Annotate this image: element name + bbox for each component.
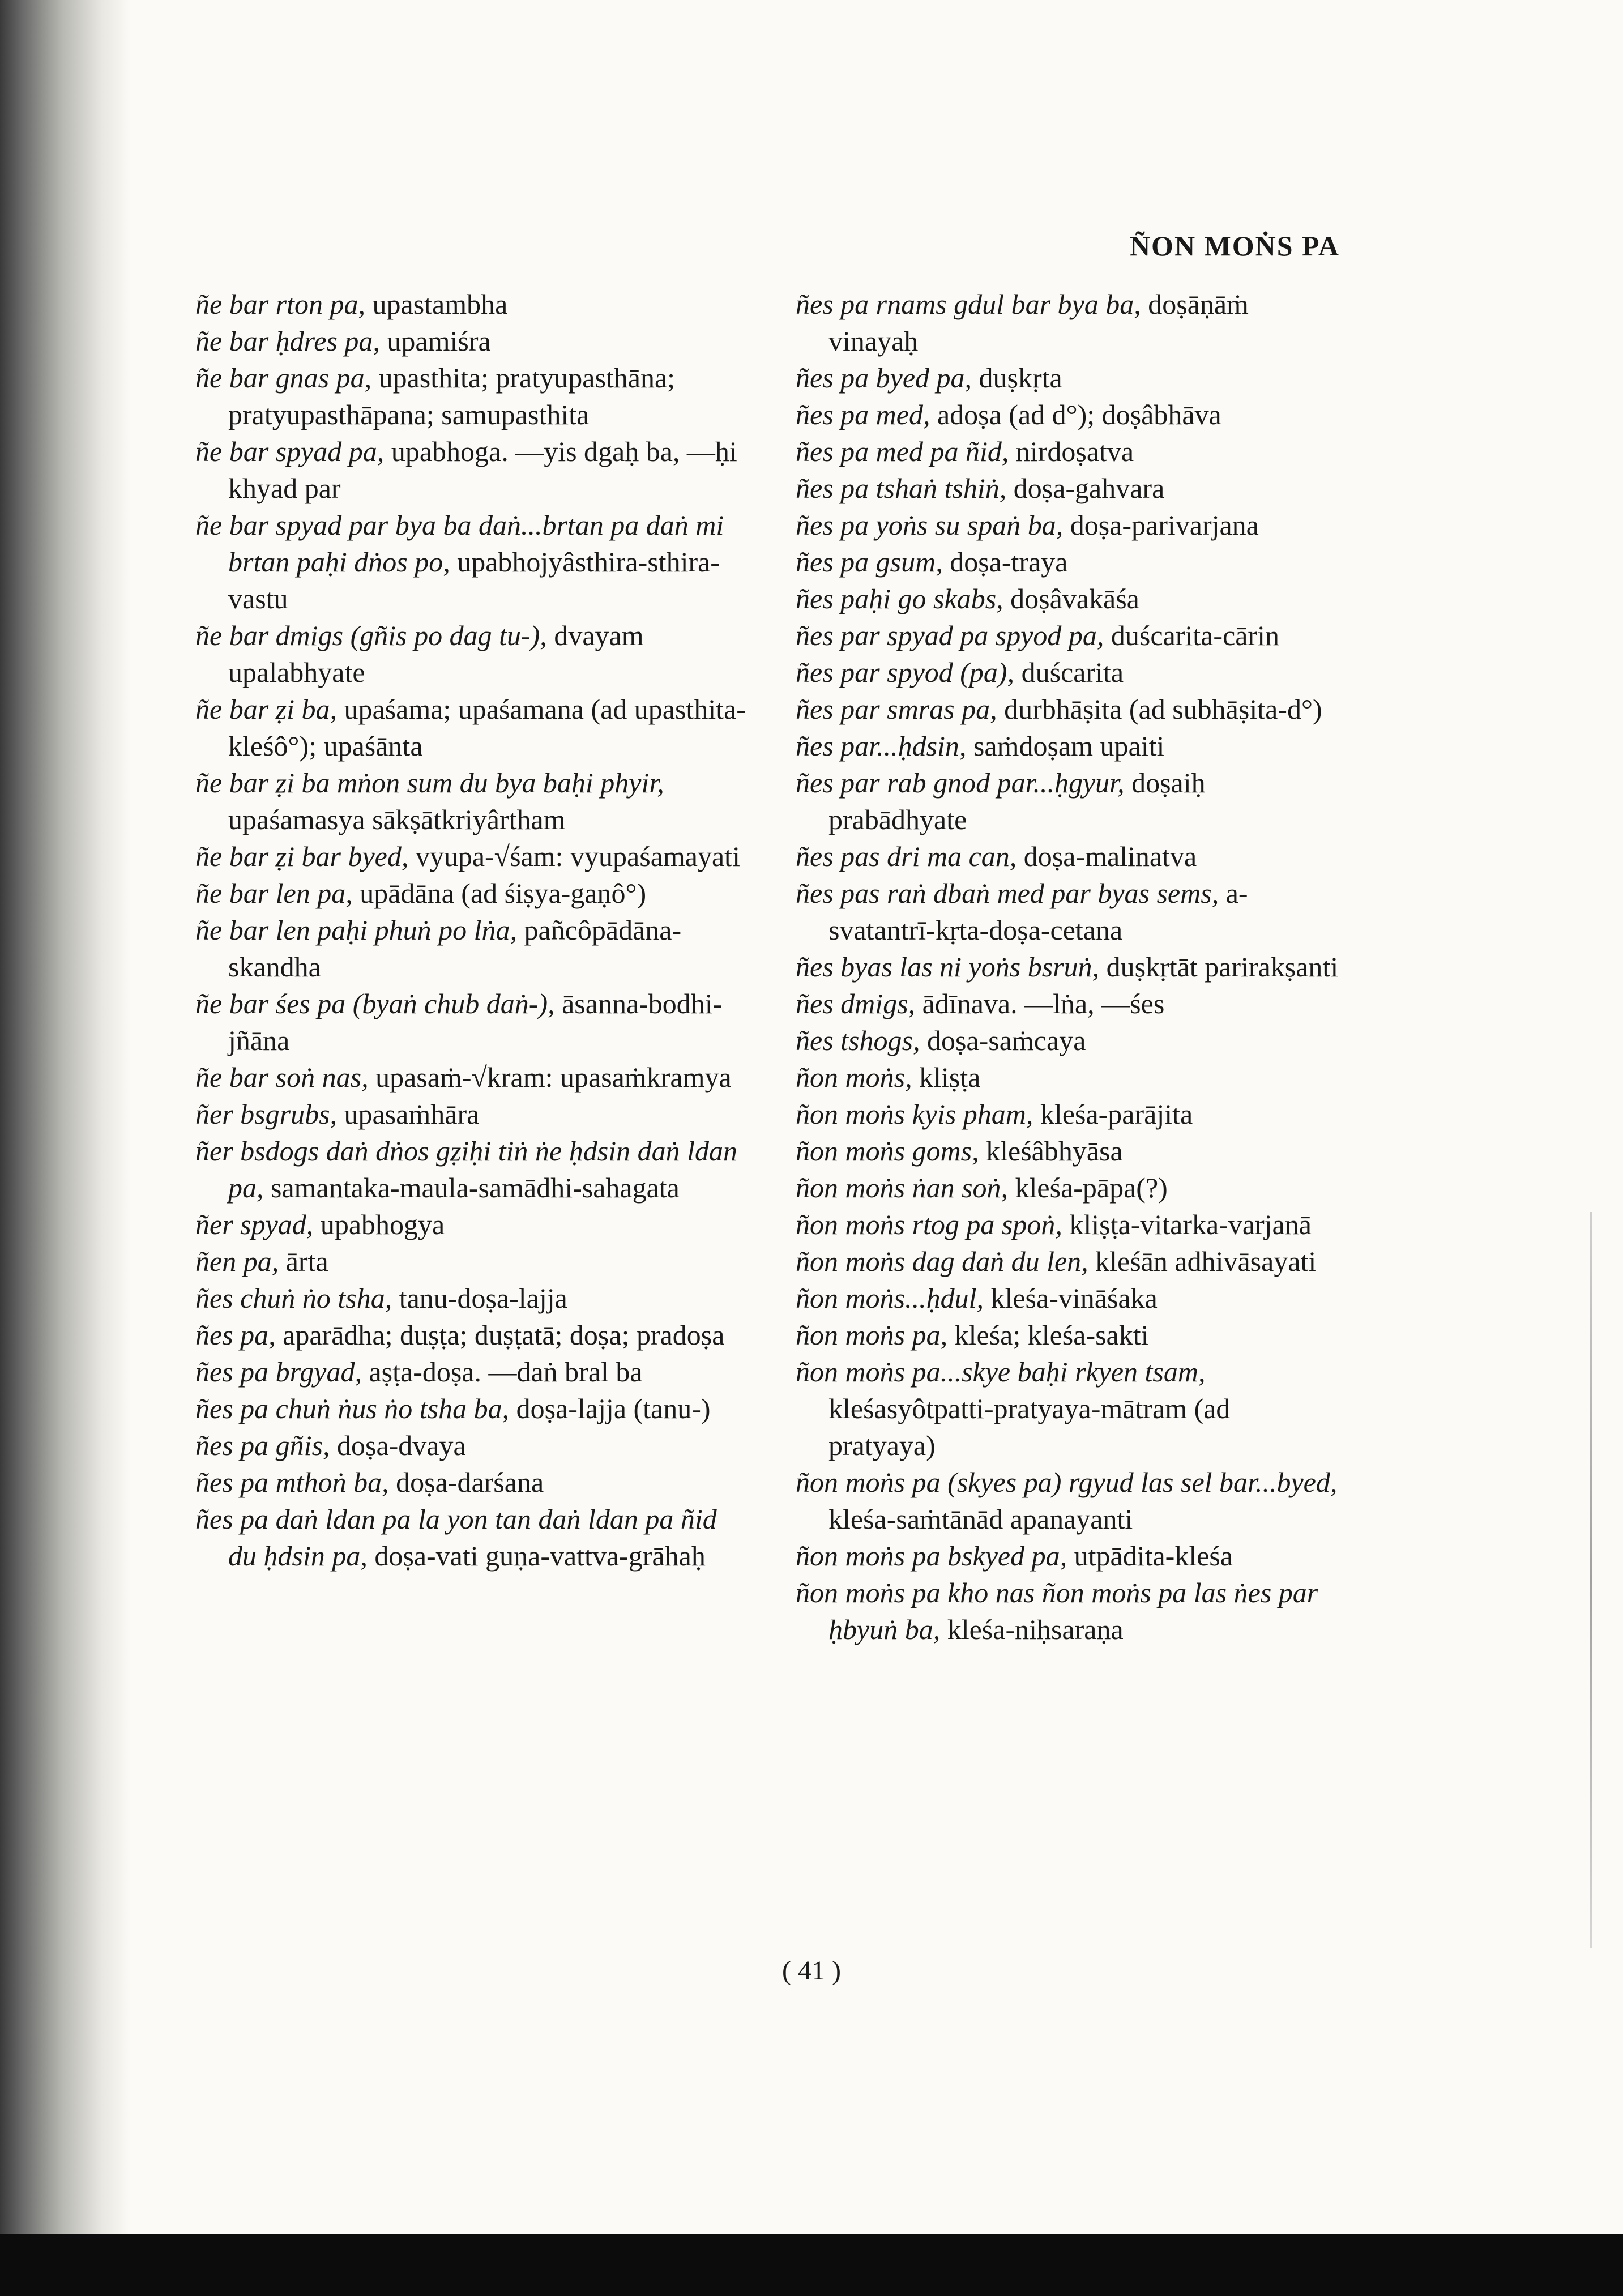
dictionary-entry (195, 691, 750, 765)
dictionary-entry (796, 1574, 1339, 1648)
dictionary-entry (796, 1243, 1339, 1280)
sanskrit-gloss: durbhāṣita (ad subhāṣita-d°) (1004, 693, 1322, 725)
page-number: ( 41 ) (782, 1956, 841, 1986)
dictionary-entry (796, 691, 1339, 728)
running-head: ÑON MOṄS PA (1129, 230, 1340, 262)
dictionary-entry (195, 1133, 750, 1206)
tibetan-term: ñon moṅs pa, (796, 1319, 948, 1351)
dictionary-entry (796, 985, 1339, 1022)
sanskrit-gloss: kleśasyôtpatti-pratyaya-mātram (ad pratyaya) (828, 1393, 1231, 1461)
dictionary-entry (796, 1464, 1339, 1538)
dictionary-entry (195, 875, 750, 912)
tibetan-term: ñes pa med, (796, 399, 930, 430)
tibetan-term: ñe bar ẓi bar byed, (195, 840, 409, 872)
dictionary-entry (796, 1022, 1339, 1059)
sanskrit-gloss: a-svatantrī-kṛta-doṣa-cetana (828, 877, 1248, 946)
dictionary-entry (195, 1427, 750, 1464)
sanskrit-gloss: kleśa-vināśaka (990, 1282, 1158, 1314)
tibetan-term: ñen pa, (195, 1245, 279, 1277)
dictionary-entry (796, 396, 1339, 433)
tibetan-term: ñes par spyad pa spyod pa, (796, 620, 1104, 651)
tibetan-term: ñon moṅs, (796, 1061, 912, 1093)
tibetan-term: ñes pa daṅ ldan pa la yon tan daṅ ldan pa ñid du ḥdsin pa, (195, 1503, 717, 1572)
sanskrit-gloss: upādāna (ad śiṣya-gaṇô°) (360, 877, 647, 909)
sanskrit-gloss: upasaṁhāra (344, 1098, 480, 1130)
sanskrit-gloss: kleśa; kleśa-sakti (954, 1319, 1149, 1351)
dictionary-entry (195, 1354, 750, 1390)
tibetan-term: ñon moṅs pa...skye baḥi rkyen tsam, (796, 1356, 1206, 1388)
dictionary-entry (796, 581, 1339, 617)
sanskrit-gloss: doṣa-parivarjana (1070, 509, 1259, 541)
tibetan-term: ñes pa, (195, 1319, 276, 1351)
sanskrit-gloss: upabhoga. —yis dgaḥ ba, —ḥi khyad par (228, 436, 737, 504)
sanskrit-gloss: kliṣṭa-vitarka-varjanā (1069, 1209, 1312, 1240)
tibetan-term: ñe bar spyad par bya ba daṅ...brtan pa daṅ mi brtan paḥi dṅos po, (195, 509, 724, 578)
sanskrit-gloss: aṣṭa-doṣa. —daṅ bral ba (369, 1356, 643, 1388)
dictionary-entry (195, 1501, 750, 1574)
tibetan-term: ñe bar rton pa, (195, 288, 365, 320)
dictionary-entry (796, 1206, 1339, 1243)
sanskrit-gloss: tanu-doṣa-lajja (399, 1282, 567, 1314)
dictionary-entry (796, 765, 1339, 838)
sanskrit-gloss: kliṣṭa (919, 1061, 981, 1093)
sanskrit-gloss: kleśâbhyāsa (986, 1135, 1123, 1167)
tibetan-term: ñon moṅs pa (skyes pa) rgyud las sel bar...byed, (796, 1466, 1338, 1498)
tibetan-term: ñon moṅs goms, (796, 1135, 979, 1167)
tibetan-term: ñes par smras pa, (796, 693, 997, 725)
sanskrit-gloss: upabhojyâsthira-sthira-vastu (228, 546, 720, 614)
dictionary-entry (796, 433, 1339, 470)
sanskrit-gloss: upastambha (372, 288, 508, 320)
sanskrit-gloss: vyupa-√śam: vyupaśamayati (415, 840, 740, 872)
sanskrit-gloss: doṣâvakāśa (1010, 583, 1139, 614)
sanskrit-gloss: dvayam upalabhyate (228, 620, 644, 688)
dictionary-entry (195, 1280, 750, 1317)
sanskrit-gloss: kleśa-parājita (1040, 1098, 1193, 1130)
dictionary-entry (195, 507, 750, 617)
tibetan-term: ñes pa brgyad, (195, 1356, 362, 1388)
sanskrit-gloss: doṣa-traya (950, 546, 1068, 578)
dictionary-entry (195, 323, 750, 360)
tibetan-term: ñes pa med pa ñid, (796, 436, 1009, 467)
sanskrit-gloss: kleśa-niḥsaraṇa (947, 1614, 1124, 1645)
tibetan-term: ñon moṅs dag daṅ du len, (796, 1245, 1088, 1277)
tibetan-term: ñes paḥi go skabs, (796, 583, 1003, 614)
dictionary-entry (796, 360, 1339, 396)
sanskrit-gloss: upaśamasya sākṣātkriyârtham (228, 804, 566, 835)
scan-bottom-border (0, 2234, 1623, 2296)
dictionary-entry (796, 1280, 1339, 1317)
dictionary-entry (195, 985, 750, 1059)
sanskrit-gloss: upaśama; upaśamana (ad upasthita-kleśô°); upaśānta (228, 693, 746, 762)
dictionary-entry (195, 1059, 750, 1096)
tibetan-term: ñon moṅs pa kho nas ñon moṅs pa las ṅes par ḥbyuṅ ba, (796, 1577, 1318, 1645)
sanskrit-gloss: upamiśra (387, 325, 491, 357)
sanskrit-gloss: duścarita (1021, 656, 1124, 688)
tibetan-term: ñes chuṅ ṅo tsha, (195, 1282, 392, 1314)
sanskrit-gloss: saṁdoṣam upaiti (973, 730, 1165, 762)
tibetan-term: ñe bar spyad pa, (195, 436, 385, 467)
tibetan-term: ñes dmigs, (796, 988, 916, 1019)
sanskrit-gloss: upasthita; pratyupasthāna; pratyupasthāpana; samupasthita (228, 362, 676, 430)
sanskrit-gloss: doṣa-darśana (396, 1466, 544, 1498)
sanskrit-gloss: utpādita-kleśa (1074, 1540, 1233, 1572)
sanskrit-gloss: doṣa-gahvara (1013, 472, 1165, 504)
sanskrit-gloss: āsanna-bodhi-jñāna (228, 988, 723, 1056)
tibetan-term: ñe bar soṅ nas, (195, 1061, 369, 1093)
sanskrit-gloss: ārta (285, 1245, 328, 1277)
sanskrit-gloss: kleśa-saṁtānād apanayanti (828, 1503, 1133, 1535)
sanskrit-gloss: pañcôpādāna-skandha (228, 914, 682, 983)
scan-edge-mark (1590, 1212, 1592, 1948)
tibetan-term: ñe bar len pa, (195, 877, 353, 909)
dictionary-entry (796, 1133, 1339, 1170)
tibetan-term: ñes par...ḥdsin, (796, 730, 967, 762)
tibetan-term: ñer bsdogs daṅ dṅos gẓiḥi tiṅ ṅe ḥdsin daṅ ldan pa, (195, 1135, 737, 1204)
tibetan-term: ñes pa mthoṅ ba, (195, 1466, 389, 1498)
dictionary-entry (796, 1317, 1339, 1354)
left-column (195, 286, 750, 1574)
dictionary-entry (195, 838, 750, 875)
dictionary-entry (796, 838, 1339, 875)
dictionary-entry (796, 1538, 1339, 1574)
dictionary-entry (195, 1317, 750, 1354)
sanskrit-gloss: duṣkṛtāt parirakṣanti (1106, 951, 1339, 983)
sanskrit-gloss: samantaka-maula-samādhi-sahagata (271, 1172, 680, 1204)
sanskrit-gloss: doṣa-saṁcaya (926, 1025, 1086, 1056)
dictionary-entry (195, 1096, 750, 1133)
sanskrit-gloss: doṣa-vati guṇa-vattva-grāhaḥ (374, 1540, 706, 1572)
tibetan-term: ñes pa gñis, (195, 1429, 330, 1461)
tibetan-term: ñes pa byed pa, (796, 362, 972, 394)
dictionary-entry (796, 1354, 1339, 1464)
tibetan-term: ñes pas raṅ dbaṅ med par byas sems, (796, 877, 1219, 909)
right-column (796, 286, 1339, 1648)
dictionary-entry (195, 1464, 750, 1501)
sanskrit-gloss: kleśān adhivāsayati (1095, 1245, 1317, 1277)
dictionary-entry (796, 949, 1339, 985)
dictionary-entry (796, 544, 1339, 581)
dictionary-entry (195, 1390, 750, 1427)
scan-binding-shadow (0, 0, 130, 2296)
tibetan-term: ñes tshogs, (796, 1025, 920, 1056)
dictionary-entry (195, 433, 750, 507)
tibetan-term: ñon moṅs...ḥdul, (796, 1282, 984, 1314)
tibetan-term: ñes pa gsum, (796, 546, 943, 578)
tibetan-term: ñer bsgrubs, (195, 1098, 338, 1130)
sanskrit-gloss: aparādha; duṣṭa; duṣṭatā; doṣa; pradoṣa (283, 1319, 725, 1351)
tibetan-term: ñe bar ẓi ba mṅon sum du bya baḥi phyir, (195, 767, 664, 799)
sanskrit-gloss: ādīnava. —lṅa, —śes (922, 988, 1165, 1019)
tibetan-term: ñon moṅs ṅan soṅ, (796, 1172, 1009, 1204)
sanskrit-gloss: doṣa-dvaya (337, 1429, 466, 1461)
sanskrit-gloss: upabhogya (320, 1209, 445, 1240)
tibetan-term: ñes pa chuṅ ṅus ṅo tsha ba, (195, 1393, 510, 1424)
tibetan-term: ñon moṅs pa bskyed pa, (796, 1540, 1067, 1572)
sanskrit-gloss: doṣa-malinatva (1023, 840, 1197, 872)
dictionary-entry (195, 765, 750, 838)
dictionary-entry (796, 1096, 1339, 1133)
dictionary-entry (796, 728, 1339, 765)
tibetan-term: ñes pas dri ma can, (796, 840, 1017, 872)
tibetan-term: ñe bar gnas pa, (195, 362, 372, 394)
tibetan-term: ñe bar śes pa (byaṅ chub daṅ-), (195, 988, 555, 1019)
dictionary-entry (796, 617, 1339, 654)
sanskrit-gloss: duṣkṛta (979, 362, 1062, 394)
dictionary-entry (796, 286, 1339, 360)
dictionary-entry (195, 912, 750, 985)
tibetan-term: ñon moṅs rtog pa spoṅ, (796, 1209, 1062, 1240)
dictionary-entry (796, 1170, 1339, 1206)
tibetan-term: ñe bar dmigs (gñis po dag tu-), (195, 620, 547, 651)
tibetan-term: ñe bar ẓi ba, (195, 693, 337, 725)
sanskrit-gloss: doṣaiḥ prabādhyate (828, 767, 1206, 835)
tibetan-term: ñe bar ḥdres pa, (195, 325, 380, 357)
dictionary-entry (796, 875, 1339, 949)
dictionary-entry (195, 1243, 750, 1280)
tibetan-term: ñer spyad, (195, 1209, 314, 1240)
tibetan-term: ñes pa rnams gdul bar bya ba, (796, 288, 1141, 320)
sanskrit-gloss: upasaṁ-√kram: upasaṁkramya (375, 1061, 732, 1093)
tibetan-term: ñes byas las ni yoṅs bsruṅ, (796, 951, 1100, 983)
sanskrit-gloss: doṣa-lajja (tanu-) (516, 1393, 711, 1424)
tibetan-term: ñes par spyod (pa), (796, 656, 1015, 688)
dictionary-entry (195, 617, 750, 691)
tibetan-term: ñon moṅs kyis pham, (796, 1098, 1033, 1130)
sanskrit-gloss: doṣāṇāṁ vinayaḥ (828, 288, 1249, 357)
dictionary-entry (796, 507, 1339, 544)
dictionary-entry (195, 1206, 750, 1243)
dictionary-entry (796, 654, 1339, 691)
dictionary-entry (796, 470, 1339, 507)
dictionary-entry (195, 360, 750, 433)
dictionary-entry (195, 286, 750, 323)
tibetan-term: ñes par rab gnod par...ḥgyur, (796, 767, 1125, 799)
tibetan-term: ñe bar len paḥi phuṅ po lṅa, (195, 914, 518, 946)
tibetan-term: ñes pa yoṅs su spaṅ ba, (796, 509, 1064, 541)
sanskrit-gloss: duścarita-cārin (1111, 620, 1279, 651)
sanskrit-gloss: adoṣa (ad d°); doṣâbhāva (937, 399, 1221, 430)
tibetan-term: ñes pa tshaṅ tshiṅ, (796, 472, 1007, 504)
sanskrit-gloss: nirdoṣatva (1015, 436, 1134, 467)
dictionary-entry (796, 1059, 1339, 1096)
sanskrit-gloss: kleśa-pāpa(?) (1015, 1172, 1168, 1204)
